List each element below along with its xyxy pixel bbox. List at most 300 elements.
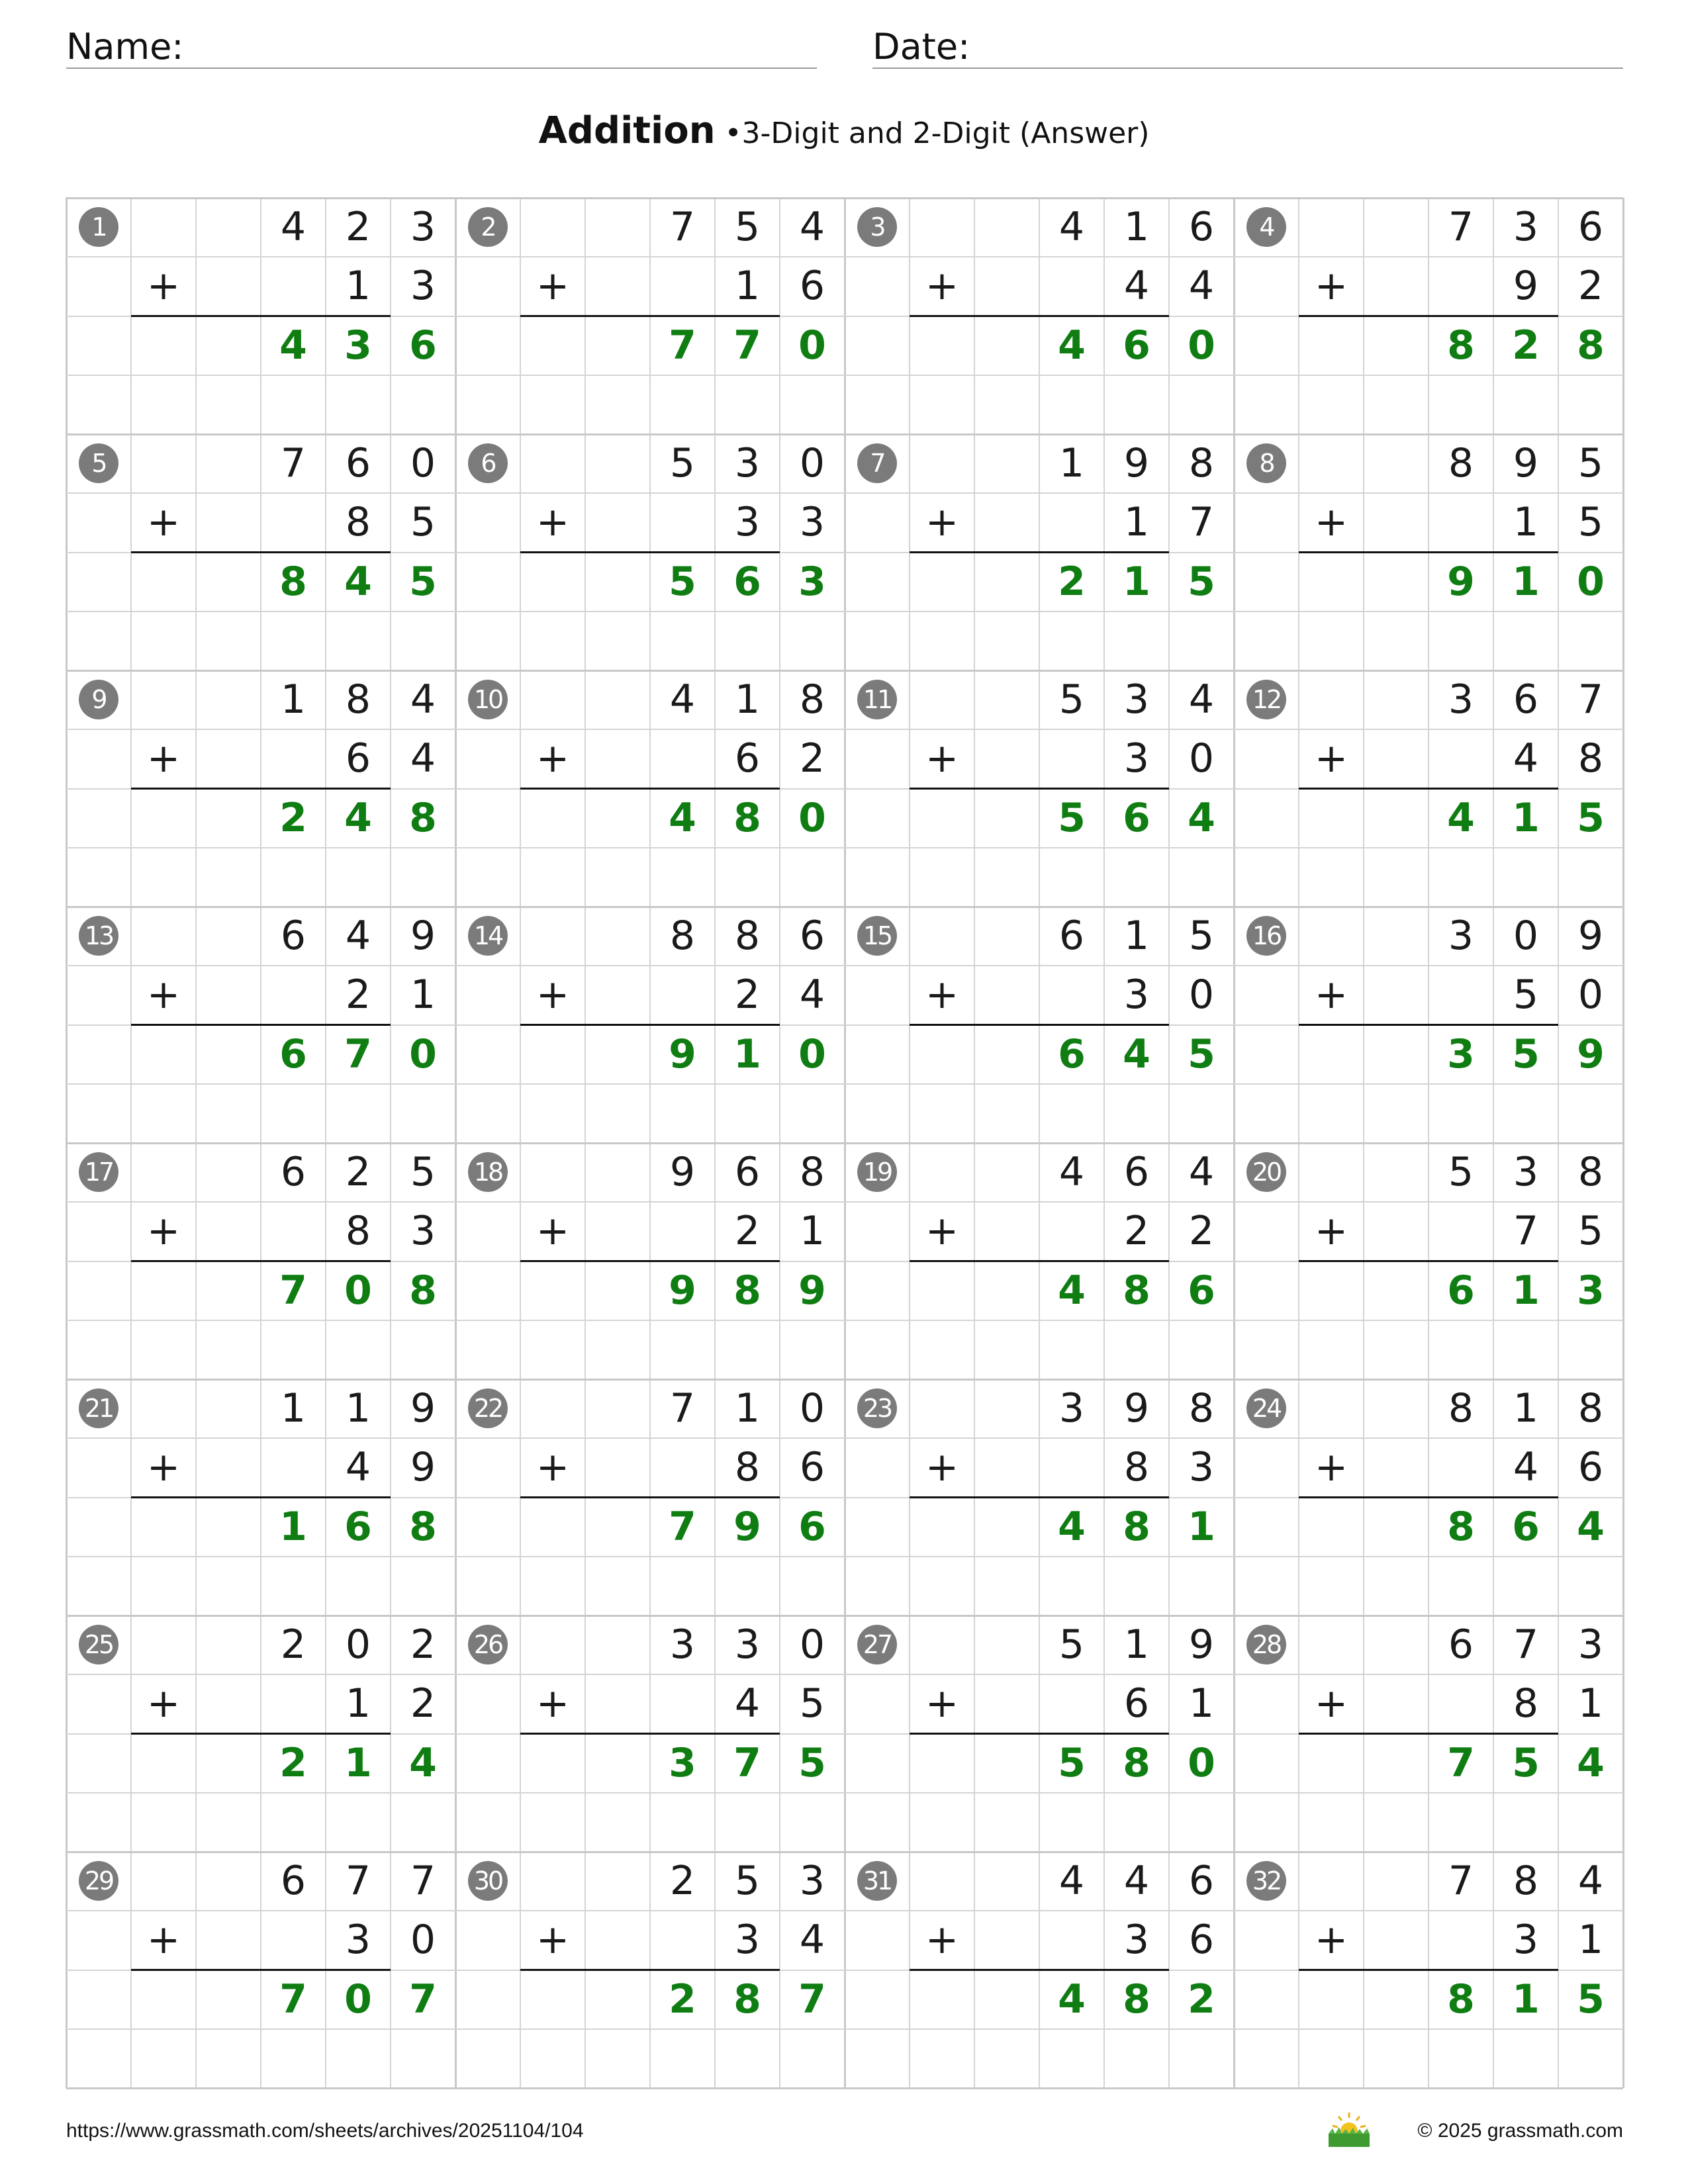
plus-sign: +	[925, 263, 959, 310]
addend-top-digit: 2	[345, 1149, 371, 1195]
sum-rule-line	[1299, 1969, 1558, 1971]
addend-top-digit: 6	[1188, 1858, 1215, 1904]
answer-digit: 8	[409, 1267, 437, 1314]
plus-sign: +	[1314, 263, 1348, 310]
plus-sign: +	[146, 1917, 181, 1964]
addend-top-digit: 3	[669, 1621, 696, 1668]
addend-top-digit: 9	[1123, 1385, 1150, 1432]
problem-number-badge: 24	[1246, 1388, 1286, 1428]
addend-bottom-digit: 7	[1188, 499, 1215, 546]
footer-copyright: © 2025 grassmath.com	[1417, 2120, 1623, 2142]
addend-bottom-digit: 9	[410, 1444, 436, 1491]
answer-digit: 8	[1123, 1976, 1150, 2023]
addend-top-digit: 9	[1513, 440, 1539, 486]
addend-bottom-digit: 4	[799, 972, 825, 1019]
addend-top-digit: 6	[345, 440, 371, 486]
answer-digit: 2	[669, 1976, 696, 2023]
answer-digit: 6	[733, 558, 761, 605]
sum-rule-line	[520, 1496, 780, 1498]
answer-digit: 5	[409, 558, 437, 605]
problem-number-badge: 22	[468, 1388, 508, 1428]
problem-number-badge: 15	[857, 916, 897, 956]
answer-digit: 5	[1512, 1030, 1540, 1077]
problem-number-badge: 2	[468, 207, 508, 247]
answer-digit: 8	[1447, 322, 1475, 369]
plus-sign: +	[925, 972, 959, 1019]
addend-top-digit: 3	[1058, 1385, 1085, 1432]
answer-digit: 0	[1188, 322, 1215, 369]
answer-digit: 7	[669, 322, 696, 369]
addend-top-digit: 5	[1577, 440, 1604, 486]
grid-hline	[66, 2087, 1623, 2089]
addend-top-digit: 9	[669, 1149, 696, 1195]
answer-digit: 9	[798, 1267, 826, 1314]
sum-rule-line	[1299, 788, 1558, 790]
addend-top-digit: 5	[1058, 676, 1085, 723]
addend-top-digit: 8	[1577, 1149, 1604, 1195]
addend-bottom-digit: 1	[1577, 1917, 1604, 1964]
sum-rule-line	[910, 1969, 1169, 1971]
addend-top-digit: 6	[280, 1858, 306, 1904]
addend-top-digit: 7	[1448, 204, 1474, 250]
answer-digit: 0	[798, 1030, 826, 1077]
answer-digit: 6	[1058, 1030, 1086, 1077]
problem-number-badge: 5	[79, 443, 118, 483]
problem-number-badge: 17	[79, 1152, 118, 1192]
addend-bottom-digit: 0	[1188, 972, 1215, 1019]
sum-rule-line	[131, 788, 391, 790]
answer-digit: 2	[1512, 322, 1540, 369]
addend-top-digit: 6	[1448, 1621, 1474, 1668]
addend-top-digit: 4	[1058, 1858, 1085, 1904]
date-line[interactable]	[872, 68, 1623, 69]
addend-top-digit: 7	[410, 1858, 436, 1904]
sum-rule-line	[1299, 315, 1558, 317]
addend-top-digit: 5	[734, 204, 761, 250]
addend-bottom-digit: 4	[1123, 263, 1150, 310]
plus-sign: +	[146, 499, 181, 546]
answer-digit: 1	[1512, 1267, 1540, 1314]
name-line[interactable]	[66, 68, 817, 69]
answer-digit: 9	[733, 1503, 761, 1550]
answer-digit: 8	[1123, 1267, 1150, 1314]
problem-number-badge: 14	[468, 916, 508, 956]
addend-top-digit: 1	[1123, 913, 1150, 959]
addend-top-digit: 3	[734, 1621, 761, 1668]
answer-digit: 6	[1512, 1503, 1540, 1550]
addend-top-digit: 3	[799, 1858, 825, 1904]
problem-number-badge: 1	[79, 207, 118, 247]
addend-top-digit: 7	[1513, 1621, 1539, 1668]
answer-digit: 6	[1188, 1267, 1215, 1314]
problem-number-badge: 27	[857, 1625, 897, 1664]
addend-bottom-digit: 6	[799, 263, 825, 310]
answer-digit: 8	[279, 558, 307, 605]
addend-top-digit: 1	[1058, 440, 1085, 486]
answer-digit: 2	[1058, 558, 1086, 605]
problem-number-badge: 30	[468, 1861, 508, 1901]
addend-bottom-digit: 3	[734, 1917, 761, 1964]
addend-top-digit: 8	[669, 913, 696, 959]
sum-rule-line	[520, 1260, 780, 1262]
sum-rule-line	[910, 1733, 1169, 1735]
plus-sign: +	[1314, 972, 1348, 1019]
addend-top-digit: 4	[1123, 1858, 1150, 1904]
answer-digit: 1	[1512, 558, 1540, 605]
addend-bottom-digit: 3	[1123, 735, 1150, 782]
addend-bottom-digit: 2	[1188, 1208, 1215, 1255]
addend-top-digit: 4	[799, 204, 825, 250]
addend-bottom-digit: 8	[1513, 1680, 1539, 1727]
addend-bottom-digit: 5	[410, 499, 436, 546]
addend-top-digit: 9	[1123, 440, 1150, 486]
addend-top-digit: 8	[1448, 1385, 1474, 1432]
sum-rule-line	[1299, 1024, 1558, 1026]
plus-sign: +	[536, 499, 570, 546]
answer-digit: 4	[1123, 1030, 1150, 1077]
addend-bottom-digit: 4	[345, 1444, 371, 1491]
addend-top-digit: 4	[410, 676, 436, 723]
answer-digit: 7	[279, 1267, 307, 1314]
answer-digit: 4	[1058, 1976, 1086, 2023]
answer-digit: 2	[279, 794, 307, 841]
answer-digit: 8	[1123, 1739, 1150, 1786]
answer-digit: 9	[1577, 1030, 1605, 1077]
plus-sign: +	[146, 972, 181, 1019]
answer-digit: 5	[1058, 794, 1086, 841]
addend-top-digit: 1	[734, 676, 761, 723]
answer-digit: 4	[669, 794, 696, 841]
addend-top-digit: 8	[1513, 1858, 1539, 1904]
problem-number-badge: 20	[1246, 1152, 1286, 1192]
grass-sun-logo-icon	[1326, 2111, 1372, 2148]
addend-bottom-digit: 3	[799, 499, 825, 546]
plus-sign: +	[925, 735, 959, 782]
problem-number-badge: 11	[857, 680, 897, 719]
sum-rule-line	[131, 1969, 391, 1971]
addend-bottom-digit: 6	[734, 735, 761, 782]
addend-top-digit: 6	[1058, 913, 1085, 959]
answer-digit: 4	[1447, 794, 1475, 841]
addend-bottom-digit: 1	[1513, 499, 1539, 546]
sum-rule-line	[910, 551, 1169, 553]
addend-top-digit: 3	[1513, 204, 1539, 250]
addend-top-digit: 3	[1123, 676, 1150, 723]
addend-top-digit: 3	[1513, 1149, 1539, 1195]
addend-top-digit: 5	[734, 1858, 761, 1904]
plus-sign: +	[146, 1680, 181, 1727]
answer-digit: 1	[1512, 794, 1540, 841]
addend-top-digit: 3	[1577, 1621, 1604, 1668]
plus-sign: +	[146, 735, 181, 782]
addend-top-digit: 3	[410, 204, 436, 250]
addend-top-digit: 5	[1448, 1149, 1474, 1195]
sum-rule-line	[131, 315, 391, 317]
addend-top-digit: 4	[1188, 1149, 1215, 1195]
answer-digit: 7	[1447, 1739, 1475, 1786]
answer-digit: 8	[1447, 1503, 1475, 1550]
addend-top-digit: 4	[1577, 1858, 1604, 1904]
addend-top-digit: 6	[1188, 204, 1215, 250]
answer-digit: 7	[798, 1976, 826, 2023]
addend-top-digit: 1	[280, 676, 306, 723]
answer-digit: 1	[1512, 1976, 1540, 2023]
plus-sign: +	[1314, 1680, 1348, 1727]
answer-digit: 0	[1577, 558, 1605, 605]
addend-top-digit: 3	[734, 440, 761, 486]
answer-digit: 4	[1577, 1503, 1605, 1550]
addend-top-digit: 0	[345, 1621, 371, 1668]
name-label: Name:	[66, 26, 184, 68]
title-main: Addition	[538, 109, 716, 152]
addend-bottom-digit: 1	[345, 1680, 371, 1727]
answer-digit: 4	[344, 558, 372, 605]
addend-top-digit: 8	[345, 676, 371, 723]
addend-bottom-digit: 5	[799, 1680, 825, 1727]
sum-rule-line	[520, 788, 780, 790]
addend-top-digit: 1	[1123, 204, 1150, 250]
addend-bottom-digit: 5	[1513, 972, 1539, 1019]
addend-top-digit: 9	[1577, 913, 1604, 959]
answer-digit: 2	[279, 1739, 307, 1786]
addend-top-digit: 0	[410, 440, 436, 486]
answer-digit: 9	[1447, 558, 1475, 605]
problem-number-badge: 32	[1246, 1861, 1286, 1901]
plus-sign: +	[925, 1680, 959, 1727]
sum-rule-line	[131, 1024, 391, 1026]
plus-sign: +	[925, 1917, 959, 1964]
addend-bottom-digit: 3	[410, 263, 436, 310]
addend-top-digit: 9	[410, 913, 436, 959]
plus-sign: +	[536, 1444, 570, 1491]
addend-bottom-digit: 2	[734, 1208, 761, 1255]
title-sub: 3-Digit and 2-Digit (Answer)	[741, 116, 1150, 150]
answer-digit: 7	[409, 1976, 437, 2023]
addend-bottom-digit: 8	[345, 1208, 371, 1255]
plus-sign: +	[536, 1680, 570, 1727]
problem-number-badge: 3	[857, 207, 897, 247]
addend-bottom-digit: 6	[1123, 1680, 1150, 1727]
addend-bottom-digit: 1	[410, 972, 436, 1019]
answer-digit: 9	[669, 1267, 696, 1314]
addend-bottom-digit: 6	[1577, 1444, 1604, 1491]
problem-number-badge: 25	[79, 1625, 118, 1664]
addend-top-digit: 0	[799, 1621, 825, 1668]
answer-digit: 6	[798, 1503, 826, 1550]
answer-digit: 7	[279, 1976, 307, 2023]
addend-bottom-digit: 2	[799, 735, 825, 782]
answer-digit: 3	[669, 1739, 696, 1786]
plus-sign: +	[536, 1208, 570, 1255]
answer-digit: 8	[1577, 322, 1605, 369]
addend-top-digit: 6	[1123, 1149, 1150, 1195]
plus-sign: +	[925, 499, 959, 546]
addend-top-digit: 8	[734, 913, 761, 959]
addend-bottom-digit: 2	[410, 1680, 436, 1727]
problem-number-badge: 10	[468, 680, 508, 719]
problem-number-badge: 6	[468, 443, 508, 483]
addend-bottom-digit: 0	[1188, 735, 1215, 782]
addend-top-digit: 6	[280, 1149, 306, 1195]
addend-bottom-digit: 0	[410, 1917, 436, 1964]
addend-bottom-digit: 8	[345, 499, 371, 546]
addend-bottom-digit: 6	[799, 1444, 825, 1491]
answer-digit: 8	[733, 794, 761, 841]
answer-digit: 4	[409, 1739, 437, 1786]
addend-bottom-digit: 1	[734, 263, 761, 310]
answer-digit: 4	[1058, 1503, 1086, 1550]
page-title	[0, 105, 1688, 160]
addend-top-digit: 6	[734, 1149, 761, 1195]
addend-top-digit: 5	[410, 1149, 436, 1195]
sum-rule-line	[1299, 1496, 1558, 1498]
answer-digit: 7	[669, 1503, 696, 1550]
addend-top-digit: 4	[669, 676, 696, 723]
addend-top-digit: 5	[1058, 1621, 1085, 1668]
plus-sign: +	[146, 1208, 181, 1255]
addend-top-digit: 5	[669, 440, 696, 486]
addend-bottom-digit: 4	[1188, 263, 1215, 310]
plus-sign: +	[536, 263, 570, 310]
answer-digit: 8	[733, 1976, 761, 2023]
answer-digit: 3	[1577, 1267, 1605, 1314]
addend-top-digit: 0	[799, 1385, 825, 1432]
addend-top-digit: 8	[1577, 1385, 1604, 1432]
addend-top-digit: 6	[280, 913, 306, 959]
answer-digit: 3	[344, 322, 372, 369]
sum-rule-line	[520, 551, 780, 553]
addend-top-digit: 8	[1188, 440, 1215, 486]
sum-rule-line	[1299, 1260, 1558, 1262]
addend-bottom-digit: 4	[734, 1680, 761, 1727]
sum-rule-line	[910, 1496, 1169, 1498]
problem-number-badge: 26	[468, 1625, 508, 1664]
date-label: Date:	[872, 26, 970, 68]
problem-number-badge: 23	[857, 1388, 897, 1428]
worksheet-grid	[66, 198, 1623, 2088]
answer-digit: 4	[1188, 794, 1215, 841]
answer-digit: 3	[798, 558, 826, 605]
answer-digit: 6	[1447, 1267, 1475, 1314]
answer-digit: 8	[409, 794, 437, 841]
answer-digit: 6	[1123, 794, 1150, 841]
problem-number-badge: 8	[1246, 443, 1286, 483]
addend-bottom-digit: 5	[1577, 499, 1604, 546]
addend-bottom-digit: 4	[1513, 1444, 1539, 1491]
plus-sign: +	[146, 1444, 181, 1491]
sum-rule-line	[910, 1260, 1169, 1262]
answer-digit: 8	[733, 1267, 761, 1314]
addend-bottom-digit: 2	[1577, 263, 1604, 310]
problem-number-badge: 21	[79, 1388, 118, 1428]
answer-digit: 1	[344, 1739, 372, 1786]
answer-digit: 5	[1577, 1976, 1605, 2023]
answer-digit: 6	[1123, 322, 1150, 369]
answer-digit: 7	[733, 322, 761, 369]
answer-digit: 5	[798, 1739, 826, 1786]
plus-sign: +	[1314, 1444, 1348, 1491]
addend-top-digit: 4	[1058, 1149, 1085, 1195]
addend-bottom-digit: 2	[345, 972, 371, 1019]
addend-top-digit: 4	[345, 913, 371, 959]
sum-rule-line	[520, 315, 780, 317]
plus-sign: +	[925, 1444, 959, 1491]
addend-top-digit: 6	[1513, 676, 1539, 723]
addend-top-digit: 2	[669, 1858, 696, 1904]
sum-rule-line	[520, 1733, 780, 1735]
problem-number-badge: 9	[79, 680, 118, 719]
addend-bottom-digit: 3	[1123, 1917, 1150, 1964]
problem-number-badge: 7	[857, 443, 897, 483]
addend-top-digit: 0	[799, 440, 825, 486]
sum-rule-line	[520, 1024, 780, 1026]
addend-top-digit: 7	[280, 440, 306, 486]
problem-number-badge: 29	[79, 1861, 118, 1901]
addend-bottom-digit: 9	[1513, 263, 1539, 310]
plus-sign: +	[1314, 1208, 1348, 1255]
answer-digit: 0	[798, 322, 826, 369]
title-bullet: •	[724, 116, 742, 150]
addend-bottom-digit: 3	[345, 1917, 371, 1964]
sum-rule-line	[910, 315, 1169, 317]
answer-digit: 1	[279, 1503, 307, 1550]
addend-top-digit: 9	[1188, 1621, 1215, 1668]
plus-sign: +	[1314, 735, 1348, 782]
addend-top-digit: 6	[799, 913, 825, 959]
answer-digit: 6	[409, 322, 437, 369]
problem-number-badge: 16	[1246, 916, 1286, 956]
addend-top-digit: 7	[345, 1858, 371, 1904]
answer-digit: 1	[1123, 558, 1150, 605]
plus-sign: +	[536, 735, 570, 782]
addend-bottom-digit: 4	[410, 735, 436, 782]
addend-bottom-digit: 2	[1123, 1208, 1150, 1255]
addend-top-digit: 2	[345, 204, 371, 250]
addend-top-digit: 9	[410, 1385, 436, 1432]
addend-bottom-digit: 3	[734, 499, 761, 546]
footer-url[interactable]: https://www.grassmath.com/sheets/archives/20251104/104	[66, 2120, 584, 2142]
addend-top-digit: 4	[1058, 204, 1085, 250]
addend-bottom-digit: 3	[1513, 1917, 1539, 1964]
addend-top-digit: 8	[1188, 1385, 1215, 1432]
sum-rule-line	[520, 1969, 780, 1971]
answer-digit: 3	[1447, 1030, 1475, 1077]
addend-top-digit: 6	[1577, 204, 1604, 250]
answer-digit: 8	[1123, 1503, 1150, 1550]
answer-digit: 8	[409, 1503, 437, 1550]
addend-bottom-digit: 3	[410, 1208, 436, 1255]
problem-number-badge: 4	[1246, 207, 1286, 247]
answer-digit: 4	[279, 322, 307, 369]
sum-rule-line	[131, 1733, 391, 1735]
addend-top-digit: 5	[1188, 913, 1215, 959]
addend-bottom-digit: 8	[1123, 1444, 1150, 1491]
answer-digit: 7	[733, 1739, 761, 1786]
answer-digit: 0	[344, 1267, 372, 1314]
plus-sign: +	[146, 263, 181, 310]
problem-number-badge: 31	[857, 1861, 897, 1901]
addend-bottom-digit: 4	[799, 1917, 825, 1964]
addend-bottom-digit: 1	[345, 263, 371, 310]
sum-rule-line	[131, 1496, 391, 1498]
sum-rule-line	[910, 1024, 1169, 1026]
addend-bottom-digit: 3	[1123, 972, 1150, 1019]
answer-digit: 4	[1577, 1739, 1605, 1786]
addend-bottom-digit: 1	[799, 1208, 825, 1255]
answer-digit: 5	[1188, 1030, 1215, 1077]
answer-digit: 5	[1188, 558, 1215, 605]
addend-bottom-digit: 4	[1513, 735, 1539, 782]
